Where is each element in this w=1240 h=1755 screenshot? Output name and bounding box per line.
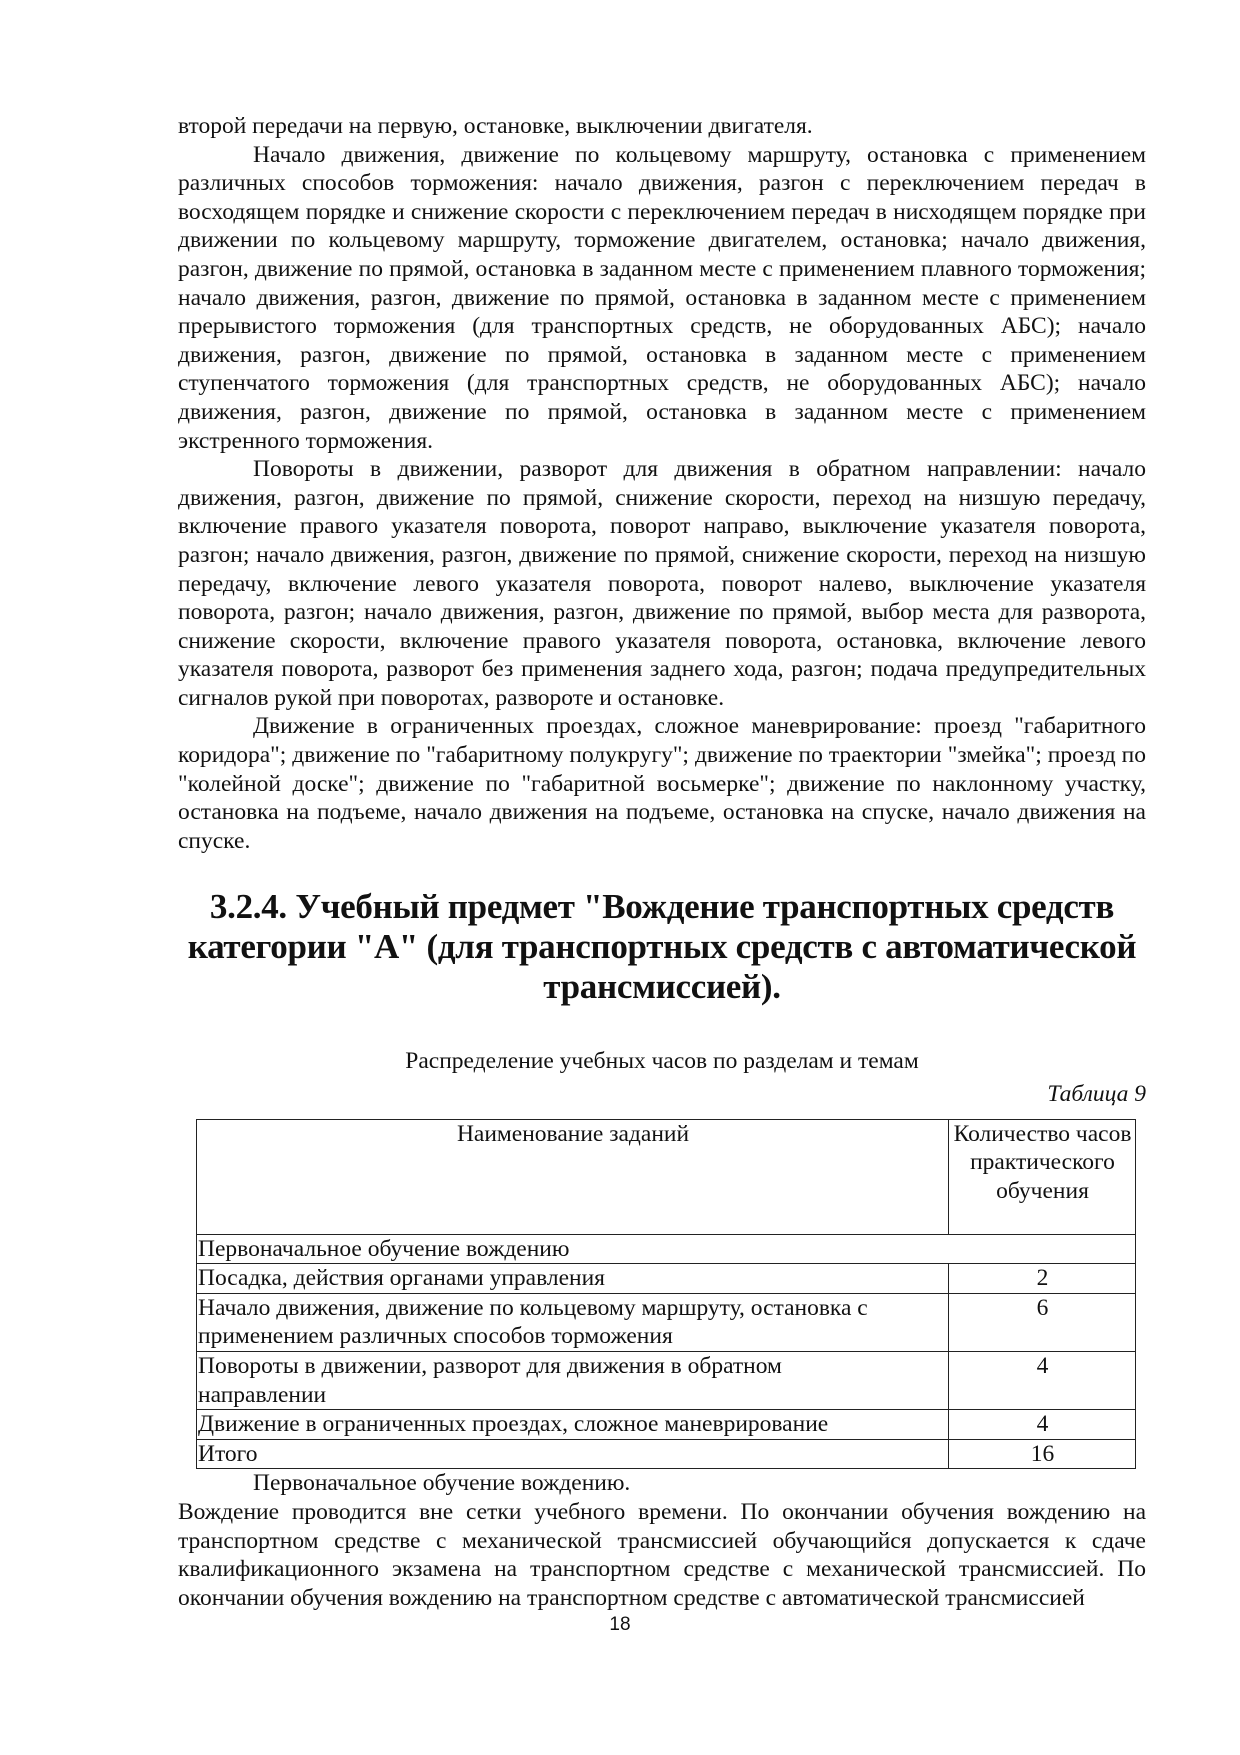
paragraph: Повороты в движении, разворот для движения в обратном направлении: начало движения, разгон, движение по прямой, снижение скорости, переход на низшую передачу, включение правого указателя поворота, поворот направо, выключение указателя поворота, разгон; начало движения, разгон, движение по прямой, снижение скорости, переход на низшую передачу, включение левого указателя поворота, поворот налево, выключение указателя поворота, разгон; начало движения, разгон, движение по прямой, выбор места для разворота, снижение скорости, включение правого указателя поворота, остановка, включение левого указателя поворота, разворот без применения заднего хода, разгон; подача предупредительных сигналов рукой при поворотах, развороте и остановке. [178, 456, 1146, 711]
total-label: Итого [197, 1439, 949, 1469]
document-page [178, 112, 1146, 1612]
paragraph: Первоначальное обучение вождению. [253, 1470, 631, 1497]
header-task-name: Наименование заданий [197, 1119, 949, 1234]
table-row [197, 1293, 1136, 1351]
header-hours: Количество часов практического обучения [949, 1119, 1136, 1234]
task-hours: 2 [949, 1264, 1136, 1294]
section-row-label: Первоначальное обучение вождению [197, 1234, 1136, 1264]
table-number: Таблица 9 [1047, 1081, 1146, 1108]
page-number: 18 [609, 1614, 631, 1635]
task-name: Повороты в движении, разворот для движения в обратном направлении [197, 1352, 949, 1410]
task-hours: 6 [949, 1293, 1136, 1351]
paragraph: второй передачи на первую, остановке, выключении двигателя. [178, 113, 813, 139]
table-row [197, 1352, 1136, 1410]
task-name: Движение в ограниченных проездах, сложное маневрирование [197, 1410, 949, 1440]
table-section-row [197, 1234, 1136, 1264]
section-heading: 3.2.4. Учебный предмет "Вождение транспортных средств категории "А" (для транспортных средств с автоматической трансмиссией). [187, 887, 1137, 1007]
task-hours: 4 [949, 1352, 1136, 1410]
paragraph: Вождение проводится вне сетки учебного времени. По окончании обучения вождению на транспортном средстве с механической трансмиссией обучающийся допускается к сдаче квалификационного экзамена на транспортном средстве с механической трансмиссией. По окончании обучения вождению на транспортном средстве с автоматической трансмиссией [178, 1498, 1146, 1611]
paragraph: Начало движения, движение по кольцевому маршруту, остановка с применением различных способов торможения: начало движения, разгон с переключением передач в восходящем порядке и снижение скорости с переключением передач в нисходящем порядке при движении по кольцевому маршруту, торможение двигателем, остановка; начало движения, разгон, движение по прямой, остановка в заданном месте с применением плавного торможения; начало движения, разгон, движение по прямой, остановка в заданном месте с применением прерывистого торможения (для транспортных средств, не оборудованных АБС); начало движения, разгон, движение по прямой, остановка в заданном месте с применением ступенчатого торможения (для транспортных средств, не оборудованных АБС); начало движения, разгон, движение по прямой, остановка в заданном месте с применением экстренного торможения. [178, 141, 1146, 454]
table-header-row [197, 1119, 1136, 1234]
task-name: Начало движения, движение по кольцевому маршруту, остановка с применением различных способов торможения [197, 1293, 949, 1351]
task-hours: 4 [949, 1410, 1136, 1440]
table-caption: Распределение учебных часов по разделам и темам [405, 1048, 919, 1075]
hours-table [196, 1119, 1136, 1470]
total-hours: 16 [949, 1439, 1136, 1469]
table-row [197, 1264, 1136, 1294]
table-row [197, 1410, 1136, 1440]
task-name: Посадка, действия органами управления [197, 1264, 949, 1294]
paragraph: Движение в ограниченных проездах, сложное маневрирование: проезд "габаритного коридора"; движение по "габаритному полукругу"; движение по траектории "змейка"; проезд по "колейной доске"; движение по "габаритной восьмерке"; движение по наклонному участку, остановка на подъеме, начало движения на подъеме, остановка на спуске, начало движения на спуске. [178, 713, 1146, 854]
table-total-row [197, 1439, 1136, 1469]
